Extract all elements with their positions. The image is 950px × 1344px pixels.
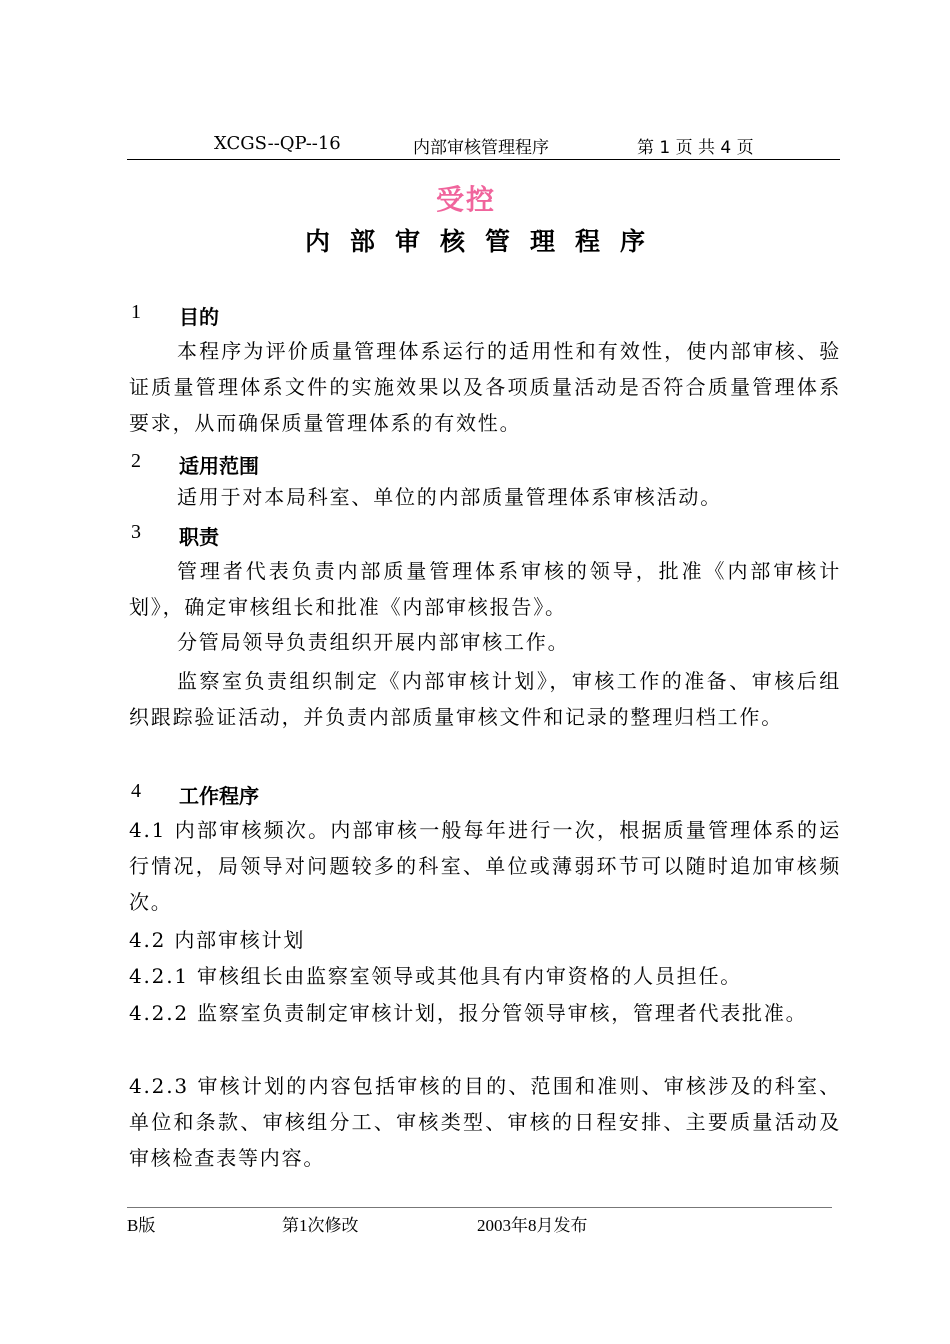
footer-release-date: 2003年8月发布 [477, 1216, 588, 1235]
clause-4-2: 4.2 内部审核计划 [129, 928, 306, 952]
section-title: 工作程序 [179, 784, 259, 808]
header-doc-code: XCGS--QP--16 [214, 133, 341, 154]
section-number: 3 [131, 521, 141, 543]
scope-paragraph: 适用于对本局科室、单位的内部质量管理体系审核活动。 [177, 485, 722, 509]
clause-4-2-3: 4.2.3 审核计划的内容包括审核的目的、范围和准则、审核涉及的科室、单位和条款、审核组分工、审核类型、审核的日程安排、主要质量活动及审核检查表等内容。 [129, 1074, 841, 1170]
footer-revision: 第1次修改 [282, 1216, 359, 1235]
footer-version: B版 [127, 1216, 156, 1235]
header-page-number: 第 1 页 共 4 页 [637, 138, 754, 158]
header-rule [127, 159, 840, 160]
document-title: 内部审核管理程序 [304, 227, 665, 256]
responsibility-paragraph: 管理者代表负责内部质量管理体系审核的领导，批准《内部审核计划》，确定审核组长和批准《内部审核报告》。 [129, 559, 841, 619]
section-title: 适用范围 [179, 454, 259, 478]
section-number: 4 [131, 780, 141, 802]
responsibility-paragraph: 分管局领导负责组织开展内部审核工作。 [177, 630, 570, 654]
footer-rule [127, 1207, 832, 1208]
clause-4-2-1: 4.2.1 审核组长由监察室领导或其他具有内审资格的人员担任。 [129, 964, 743, 988]
purpose-paragraph: 本程序为评价质量管理体系运行的适用性和有效性，使内部审核、验证质量管理体系文件的实施效果以及各项质量活动是否符合质量管理体系要求，从而确保质量管理体系的有效性。 [129, 339, 841, 435]
controlled-stamp: 受控 [436, 183, 497, 216]
section-title: 职责 [179, 525, 219, 549]
responsibility-paragraph: 监察室负责组织制定《内部审核计划》，审核工作的准备、审核后组织跟踪验证活动，并负责内部质量审核文件和记录的整理归档工作。 [129, 669, 841, 729]
header-title: 内部审核管理程序 [413, 138, 549, 158]
section-number: 2 [131, 450, 141, 472]
section-number: 1 [131, 301, 141, 323]
clause-4-1: 4.1 内部审核频次。内部审核一般每年进行一次，根据质量管理体系的运行情况，局领导对问题较多的科室、单位或薄弱环节可以随时追加审核频次。 [129, 818, 841, 914]
section-title: 目的 [179, 305, 219, 329]
clause-4-2-2: 4.2.2 监察室负责制定审核计划，报分管领导审核，管理者代表批准。 [129, 1001, 808, 1025]
